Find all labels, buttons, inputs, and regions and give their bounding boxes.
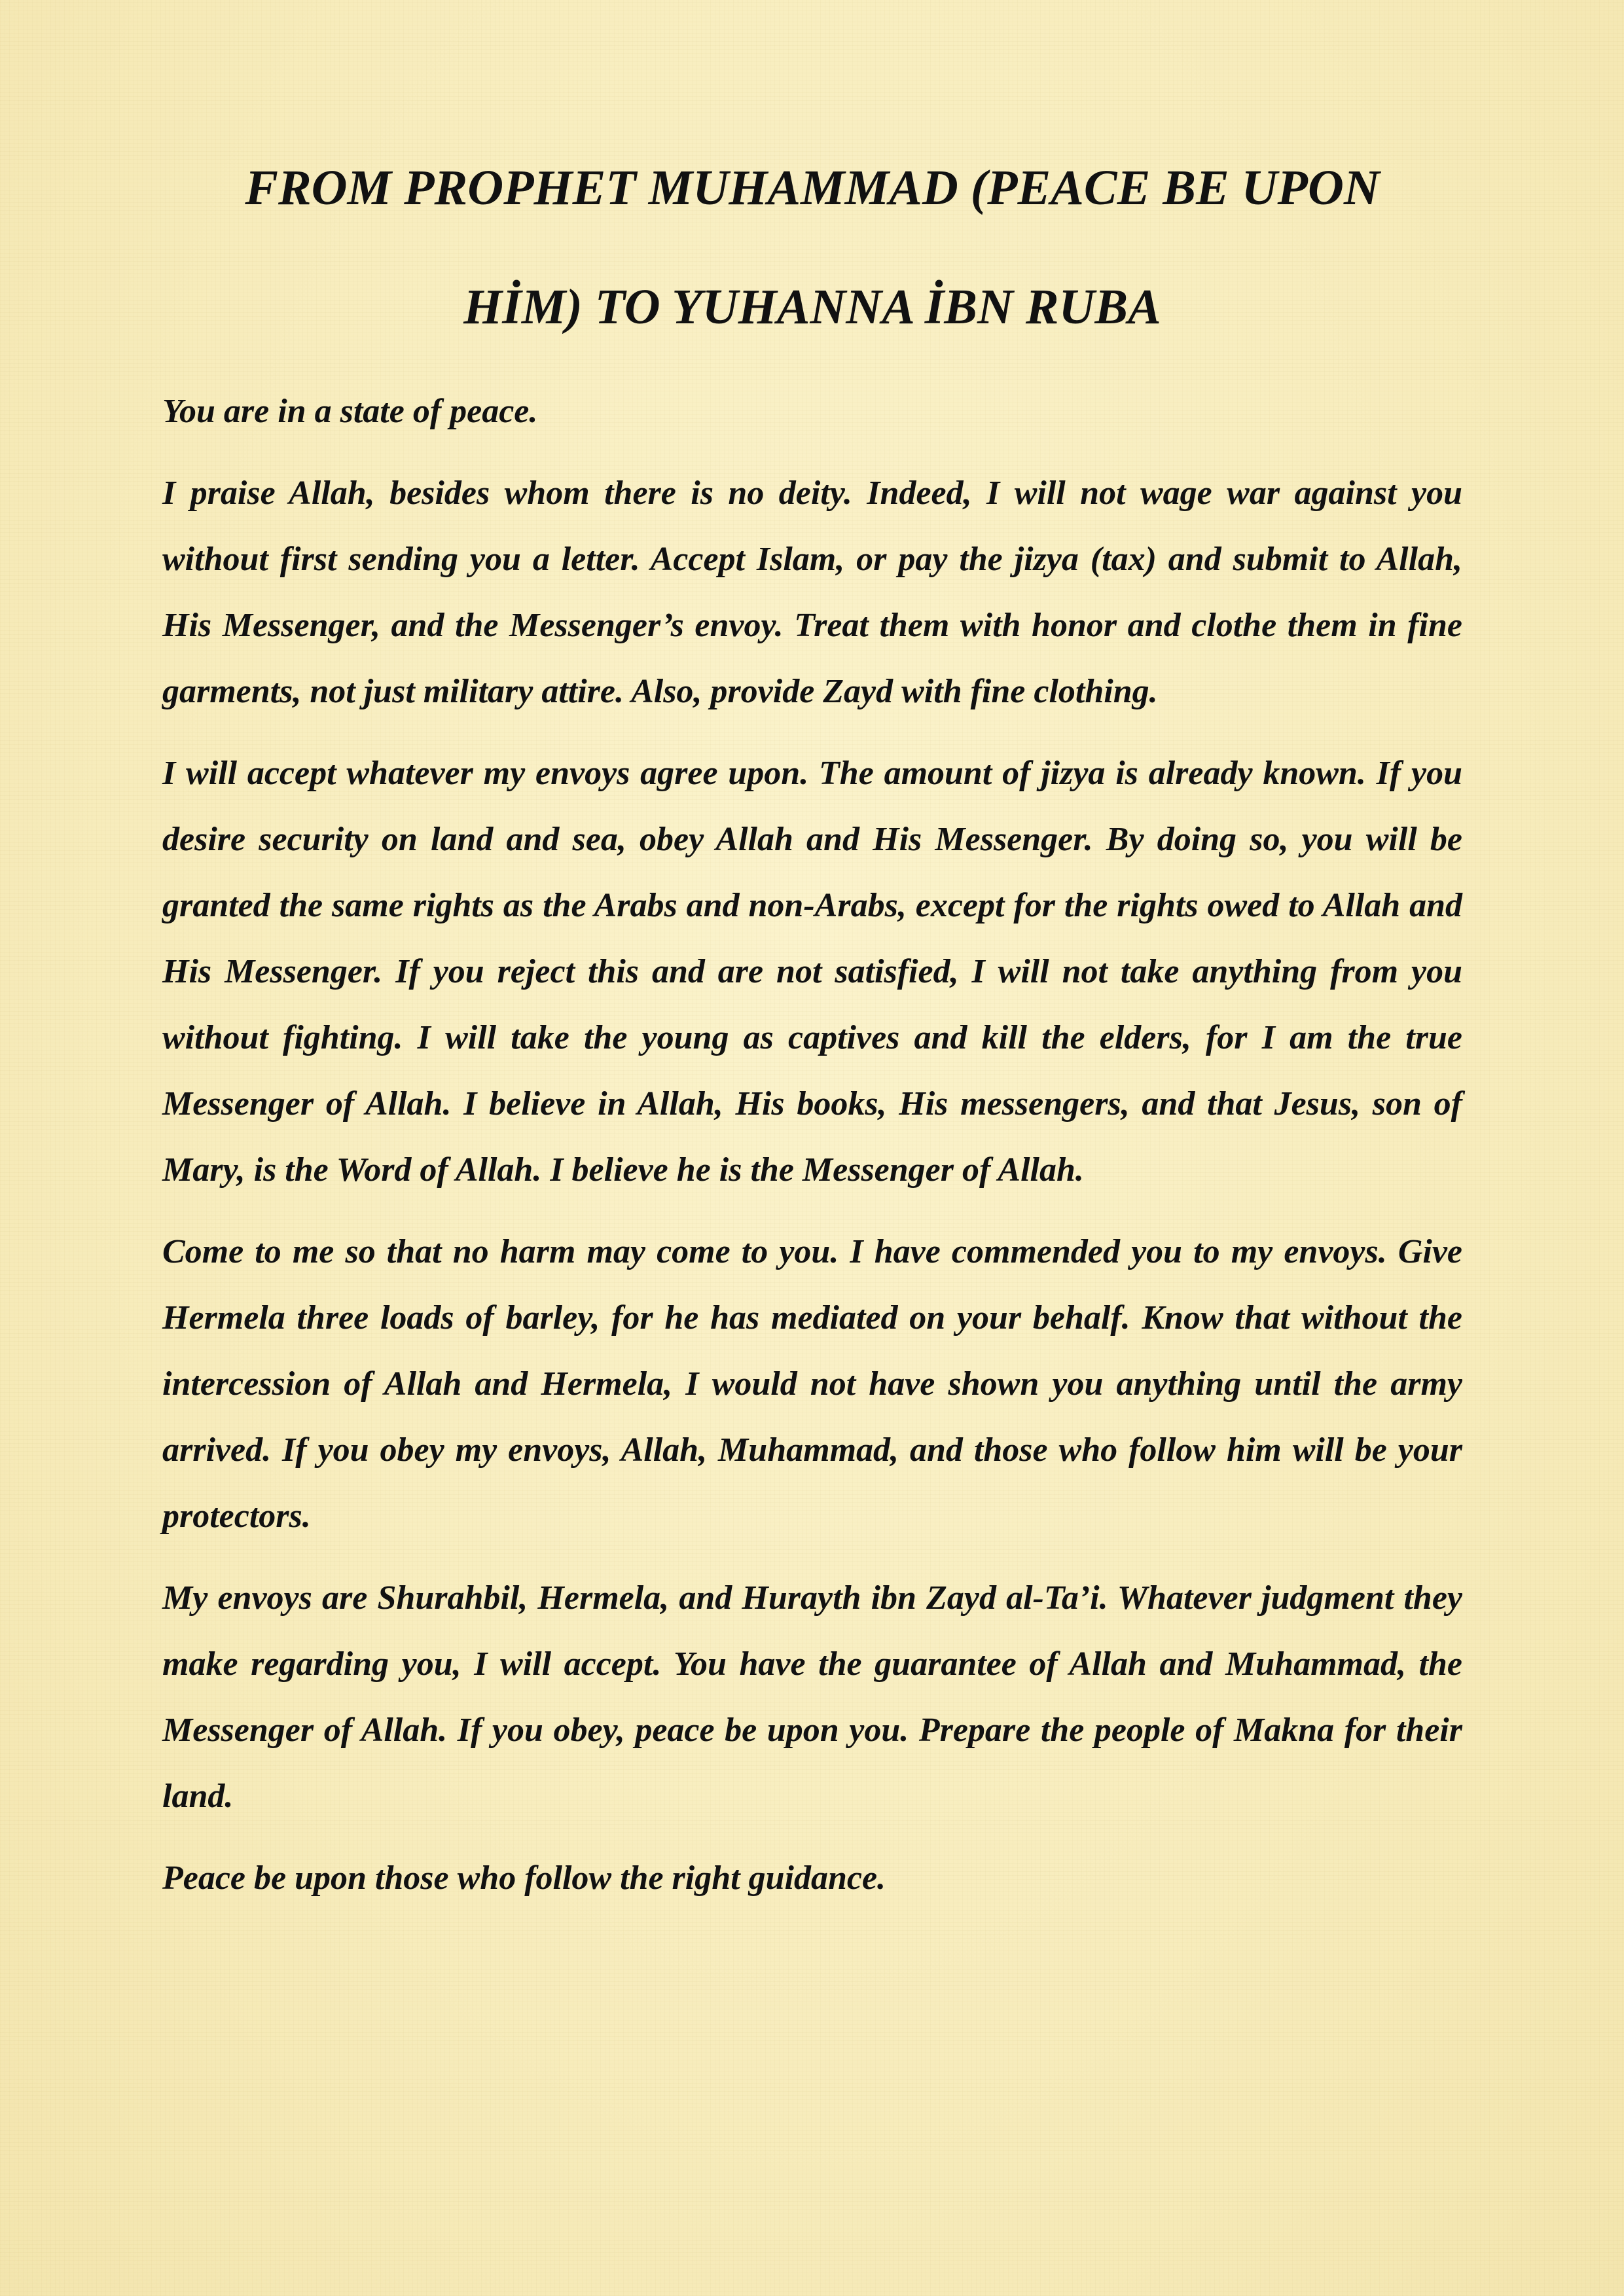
letter-page <box>162 160 1462 1927</box>
greeting-paragraph: You are in a state of peace. <box>162 393 538 430</box>
envoys-request-paragraph: Come to me so that no harm may come to you. I have commended you to my envoys. Give Hermela three loads of barley, for he has mediated on your behalf. Know that without the intercession of Allah and Hermela, I would not have shown you anything until the army arrived. If you obey my envoys, Allah, Muhammad, and those who follow him will be your protectors. <box>162 1233 1462 1535</box>
invitation-paragraph: I praise Allah, besides whom there is no deity. Indeed, I will not wage war against you without first sending you a letter. Accept Islam, or pay the jizya (tax) and submit to Allah, His Messenger, and the Messenger’s envoy. Treat them with honor and clothe them in fine garments, not just military attire. Also, provide Zayd with fine clothing. <box>162 475 1462 710</box>
letter-title: FROM PROPHET MUHAMMAD (PEACE BE UPON HİM) TO YUHANNA İBN RUBA <box>245 160 1380 334</box>
terms-paragraph: I will accept whatever my envoys agree upon. The amount of jizya is already known. If you desire security on land and sea, obey Allah and His Messenger. By doing so, you will be granted the same rights as the Arabs and non-Arabs, except for the rights owed to Allah and His Messenger. If you reject this and are not satisfied, I will not take anything from you without fighting. I will take the young as captives and kill the elders, for I am the true Messenger of Allah. I believe in Allah, His books, His messengers, and that Jesus, son of Mary, is the Word of Allah. I believe he is the Messenger of Allah. <box>162 755 1462 1189</box>
letter-body <box>162 378 1462 1911</box>
envoys-names-paragraph: My envoys are Shurahbil, Hermela, and Hurayth ibn Zayd al-Ta’i. Whatever judgment they make regarding you, I will accept. You have the guarantee of Allah and Muhammad, the Messenger of Allah. If you obey, peace be upon you. Prepare the people of Makna for their land. <box>162 1579 1462 1815</box>
closing-paragraph: Peace be upon those who follow the right guidance. <box>162 1859 886 1897</box>
